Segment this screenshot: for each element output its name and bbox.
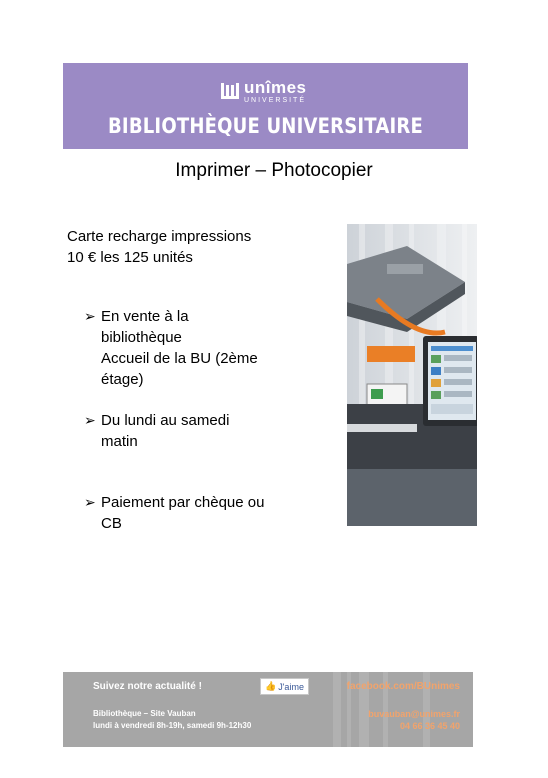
list-item-line: Accueil de la BU (2ème <box>101 350 258 367</box>
arrow-bullet-icon: ➢ <box>84 412 96 428</box>
page-title: Imprimer – Photocopier <box>175 160 373 181</box>
unimes-logo-icon <box>220 81 240 101</box>
like-label: J'aime <box>278 681 304 692</box>
arrow-bullet-icon: ➢ <box>84 494 96 510</box>
opening-hours: lundi à vendredi 8h-19h, samedi 9h-12h30 <box>93 721 252 730</box>
info-list <box>84 306 294 534</box>
list-item-line: matin <box>101 433 138 450</box>
list-item-line: CB <box>101 515 122 532</box>
list-item-sale-location <box>84 306 294 390</box>
banner-title: BIBLIOTHÈQUE UNIVERSITAIRE <box>107 114 424 138</box>
logo-name: unîmes <box>244 77 307 97</box>
intro-text <box>67 226 251 268</box>
footer-banner <box>63 672 473 747</box>
list-item-line: Du lundi au samedi <box>101 412 230 429</box>
follow-news-text: Suivez notre actualité ! <box>93 681 202 692</box>
list-item-payment <box>84 492 294 534</box>
unimes-logo <box>220 77 307 104</box>
list-item-schedule <box>84 410 294 452</box>
intro-line-price: 10 € les 125 unités <box>67 249 193 266</box>
footer-stripe <box>333 672 341 747</box>
facebook-link[interactable]: facebook.com/BUnimes <box>346 681 460 692</box>
photocopier-photo <box>347 224 477 526</box>
photocopier-touchscreen-icon <box>347 224 477 526</box>
intro-line-card: Carte recharge impressions <box>67 228 252 245</box>
phone-number: 04 66 36 45 40 <box>399 721 460 731</box>
thumbs-up-icon: 👍 <box>265 681 277 691</box>
arrow-bullet-icon: ➢ <box>84 308 96 324</box>
list-item-line: Paiement par chèque ou <box>101 494 265 511</box>
logo-subtitle: UNIVERSITÉ <box>244 96 307 104</box>
library-site-name: Bibliothèque – Site Vauban <box>93 709 196 718</box>
list-item-line: En vente à la <box>101 308 189 325</box>
like-button[interactable] <box>260 678 309 695</box>
list-item-line: étage) <box>101 371 144 388</box>
list-item-line: bibliothèque <box>101 329 182 346</box>
email-link[interactable]: buvauban@unimes.fr <box>368 709 460 719</box>
